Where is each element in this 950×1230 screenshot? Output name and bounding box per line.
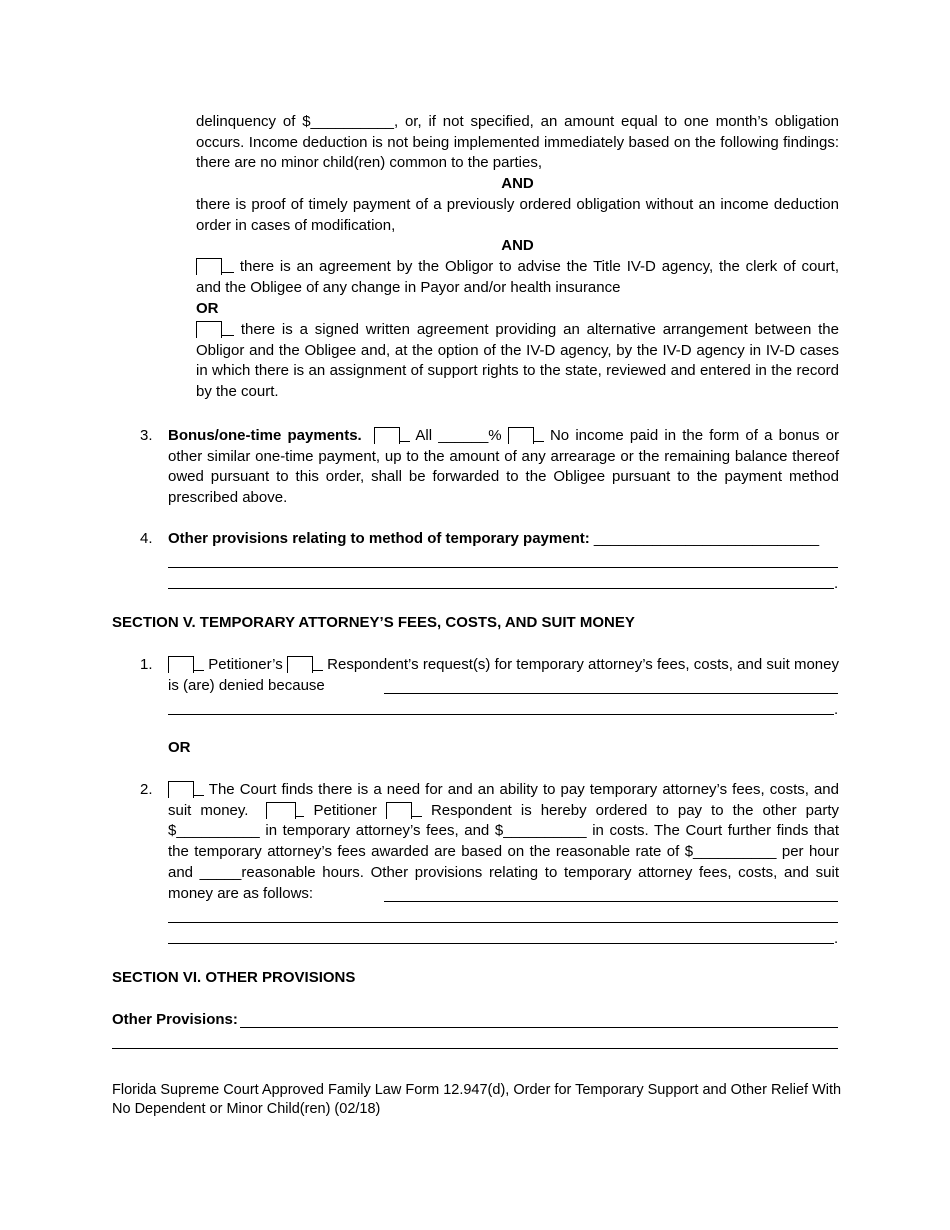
denied-because-line[interactable] — [384, 693, 838, 694]
timely-payment-paragraph: there is proof of timely payment of a previously ordered obligation without an income deduction order in cases of modification, — [196, 196, 839, 234]
blank-line[interactable] — [168, 567, 838, 568]
blank-line[interactable] — [168, 943, 834, 944]
checkbox-underline — [222, 321, 234, 336]
checkbox-underline — [313, 656, 323, 671]
and-label-1: AND — [501, 175, 534, 192]
fees-denied-checkbox[interactable] — [168, 656, 194, 673]
bonus-payments-paragraph — [168, 426, 839, 509]
fees-awarded-details: Respondent is hereby ordered to pay to the other party $__________ in temporary attorney’s fees, and $__________ in costs. The Court further finds that the temporary attorney’s fees awarded are based on the reasonable rate of $__________ per hour and _____reasonable hours. Other provisions relating to temporary attorney fees, costs, and suit money are as follows: — [168, 801, 840, 902]
checkbox-underline — [194, 656, 204, 671]
bonus-none-checkbox[interactable] — [508, 427, 534, 444]
and-label-2: AND — [501, 237, 534, 254]
blank-line[interactable] — [112, 1048, 838, 1049]
form-footer-line-1: Florida Supreme Court Approved Family Law Form 12.947(d), Order for Temporary Support and Other Relief With — [112, 1082, 842, 1098]
item-number-1: 1. — [140, 656, 153, 673]
other-provisions-label: Other Provisions: — [112, 1011, 238, 1028]
checkbox-underline — [412, 802, 422, 817]
bonus-payments-text: No income paid in the form of a bonus or other similar one-time payment, up to the amount of any arrearage or the remaining balance thereof owed pursuant to this order, shall be forwarded to the Obligee pursuant to the payment method prescribed above. — [168, 427, 839, 507]
checkbox-underline — [400, 427, 410, 442]
alternative-arrangement-text: there is a signed written agreement providing an alternative arrangement between the Obligor and the Obligee and, at the option of the IV-D agency, by the IV-D agency in IV-D cases in which there is an assignment of support rights to the state, reviewed and entered in the record by the court. — [196, 321, 839, 401]
agreement-checkbox[interactable] — [196, 258, 222, 275]
respondent-checkbox[interactable] — [386, 802, 412, 819]
agreement-text: there is an agreement by the Obligor to advise the Title IV-D agency, the clerk of court, and the Obligee of any change in Payor and/or health insurance — [196, 258, 839, 296]
bonus-payments-title: Bonus/one-time payments. — [168, 427, 362, 444]
section-v-heading: SECTION V. TEMPORARY ATTORNEY’S FEES, COSTS, AND SUIT MONEY — [112, 614, 635, 631]
blank-line[interactable] — [168, 588, 834, 589]
petitioners-label: Petitioner’s — [208, 656, 283, 673]
agreement-paragraph — [196, 257, 839, 298]
petitioner-label: Petitioner — [313, 801, 377, 819]
fees-denied-paragraph — [168, 655, 839, 696]
checkbox-underline — [296, 802, 304, 817]
delinquency-paragraph: delinquency of $__________, or, if not specified, an amount equal to one month’s obligation occurs. Income deduction is not being implemented immediately based on the following findings: there are no minor child(ren) common to the parties, — [196, 113, 839, 172]
item-number-4: 4. — [140, 530, 153, 547]
petitioner-checkbox[interactable] — [266, 802, 296, 819]
other-provisions-line[interactable] — [240, 1027, 838, 1028]
fees-denied-text: Respondent’s request(s) for temporary attorney’s fees, costs, and suit money is (are) denied because — [168, 656, 839, 694]
respondents-checkbox[interactable] — [287, 656, 313, 673]
fees-awarded-checkbox[interactable] — [168, 781, 194, 798]
blank-line[interactable] — [168, 922, 838, 923]
section-vi-heading: SECTION VI. OTHER PROVISIONS — [112, 969, 356, 986]
other-provisions-payment-title: Other provisions relating to method of temporary payment: — [168, 530, 590, 547]
checkbox-underline — [534, 427, 544, 442]
item-number-3: 3. — [140, 427, 153, 444]
bonus-all-checkbox[interactable] — [374, 427, 400, 444]
provisions-as-follows-line[interactable] — [384, 901, 838, 902]
bonus-all-percent: All ______% — [415, 427, 502, 444]
fees-awarded-paragraph — [168, 780, 839, 904]
line-end-period: . — [834, 930, 839, 947]
item-number-2: 2. — [140, 781, 153, 798]
other-provisions-payment — [168, 529, 839, 550]
line-end-period: . — [834, 575, 839, 592]
form-footer-line-2: No Dependent or Minor Child(ren) (02/18) — [112, 1101, 381, 1117]
or-label-1: OR — [196, 300, 219, 317]
blank-line[interactable] — [168, 714, 834, 715]
alternative-arrangement-checkbox[interactable] — [196, 321, 222, 338]
other-provisions-payment-blank[interactable]: ___________________________ — [593, 530, 820, 547]
checkbox-underline — [222, 258, 234, 273]
line-end-period: . — [834, 701, 839, 718]
alternative-arrangement-paragraph — [196, 320, 839, 403]
fees-awarded-text: The Court finds there is a need for and an ability to pay temporary attorney’s fees, costs, and suit money. — [168, 781, 839, 819]
checkbox-underline — [194, 781, 204, 796]
or-label-2: OR — [168, 739, 191, 756]
